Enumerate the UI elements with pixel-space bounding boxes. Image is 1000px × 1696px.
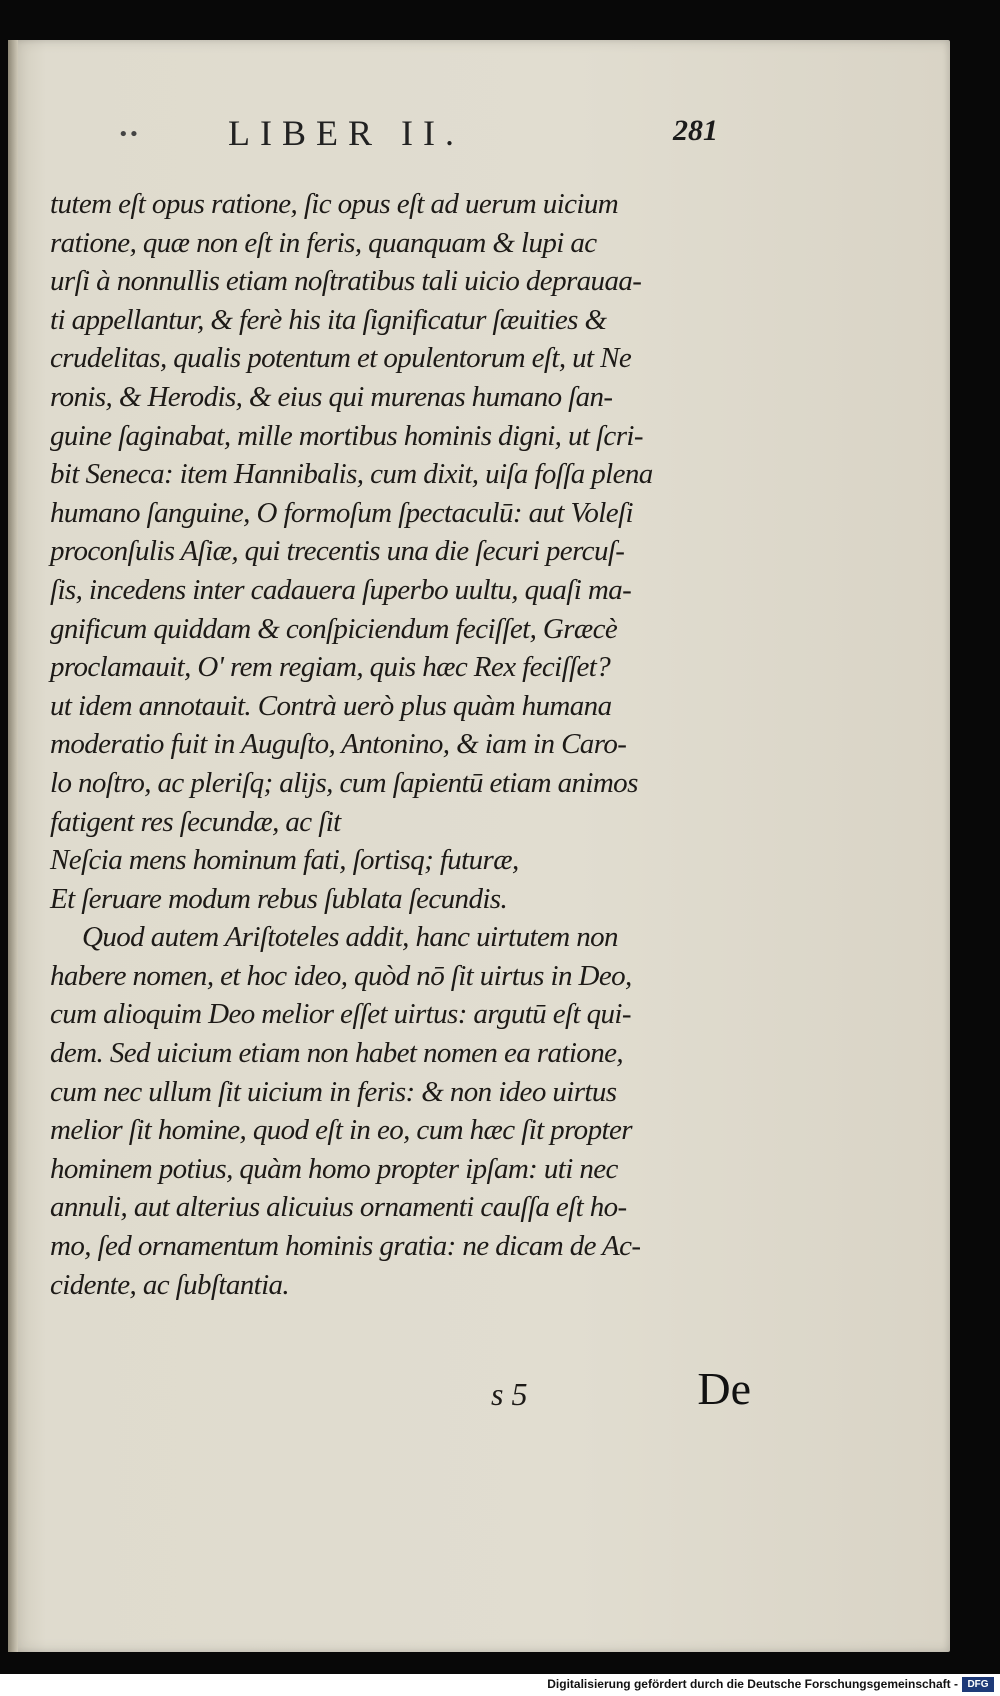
text-line: gnificum quiddam & conſpiciendum feciſſet, Græcè <box>50 612 618 645</box>
text-line: mo, ſed ornamentum hominis gratia: ne dicam de Ac- <box>50 1230 641 1263</box>
text-line: ſis, incedens inter cadauera ſuperbo uultu, quaſi ma- <box>50 573 632 606</box>
text-line: ronis, & Herodis, & eius qui murenas humano ſan- <box>50 380 613 413</box>
text-line: ratione, quæ non eſt in feris, quanquam & lupi ac <box>50 226 597 259</box>
running-head-title: LIBER II. <box>228 113 464 153</box>
text-line: guine ſaginabat, mille mortibus hominis digni, ut ſcri- <box>50 419 643 452</box>
text-line: Et ſeruare modum rebus ſublata ſecundis. <box>50 882 508 915</box>
text-line: humano ſanguine, O formoſum ſpectaculū: aut Voleſi <box>50 496 633 529</box>
text-line: ut idem annotauit. Contrà uerò plus quàm humana <box>50 689 612 722</box>
page-number: 281 <box>673 114 718 147</box>
text-line: cum alioquim Deo melior eſſet uirtus: argutū eſt qui- <box>50 998 631 1031</box>
text-line: crudelitas, qualis potentum et opulentorum eſt, ut Ne <box>50 342 632 375</box>
text-line: lo noſtro, ac pleriſq; alijs, cum ſapientū etiam animos <box>50 766 638 799</box>
text-line: urſi à nonnullis etiam noſtratibus tali uicio deprauaa- <box>50 265 642 298</box>
text-line: dem. Sed uicium etiam non habet nomen ea ratione, <box>50 1037 624 1070</box>
text-line: melior ſit homine, quod eſt in eo, cum hæc ſit propter <box>50 1114 632 1147</box>
text-line: cum nec ullum ſit uicium in feris: & non ideo uirtus <box>50 1075 617 1108</box>
body-text <box>50 185 730 1304</box>
digitization-credit: Digitalisierung gefördert durch die Deutsche Forschungsgemeinschaft - <box>547 1677 958 1691</box>
text-line: tutem eſt opus ratione, ſic opus eſt ad uerum uicium <box>50 188 619 220</box>
text-line: cidente, ac ſubſtantia. <box>50 1268 290 1301</box>
text-line: fatigent res ſecundæ, ac ſit <box>50 805 341 838</box>
text-line: proconſulis Aſiæ, qui trecentis una die ſecuri percuſ- <box>50 535 625 568</box>
text-line: moderatio fuit in Auguſto, Antonino, & iam in Caro- <box>50 728 627 761</box>
text-line: Neſcia mens hominum fati, ſortisq; futuræ, <box>50 844 519 877</box>
catchword: De <box>697 1363 751 1414</box>
book-page <box>8 40 950 1652</box>
text-line: bit Seneca: item Hannibalis, cum dixit, uiſa foſſa plena <box>50 458 653 491</box>
digitization-credit-bar <box>0 1674 1000 1696</box>
text-line: ti appellantur, & ferè his ita ſignificatur ſæuities & <box>50 303 607 336</box>
running-head <box>118 112 718 162</box>
running-head-mark: •• <box>118 124 140 145</box>
dfg-logo: DFG <box>962 1677 994 1692</box>
text-line: Quod autem Ariſtoteles addit, hanc uirtutem non <box>82 921 618 954</box>
signature-area <box>491 1362 751 1422</box>
signature-mark: s 5 <box>491 1376 528 1412</box>
text-line: habere nomen, et hoc ideo, quòd nō ſit uirtus in Deo, <box>50 959 632 992</box>
text-line: annuli, aut alterius alicuius ornamenti cauſſa eſt ho- <box>50 1191 627 1224</box>
page-gutter-edge <box>8 40 18 1652</box>
text-line: hominem potius, quàm homo propter ipſam: uti nec <box>50 1152 618 1185</box>
text-line: proclamauit, O' rem regiam, quis hæc Rex feciſſet? <box>50 651 611 684</box>
